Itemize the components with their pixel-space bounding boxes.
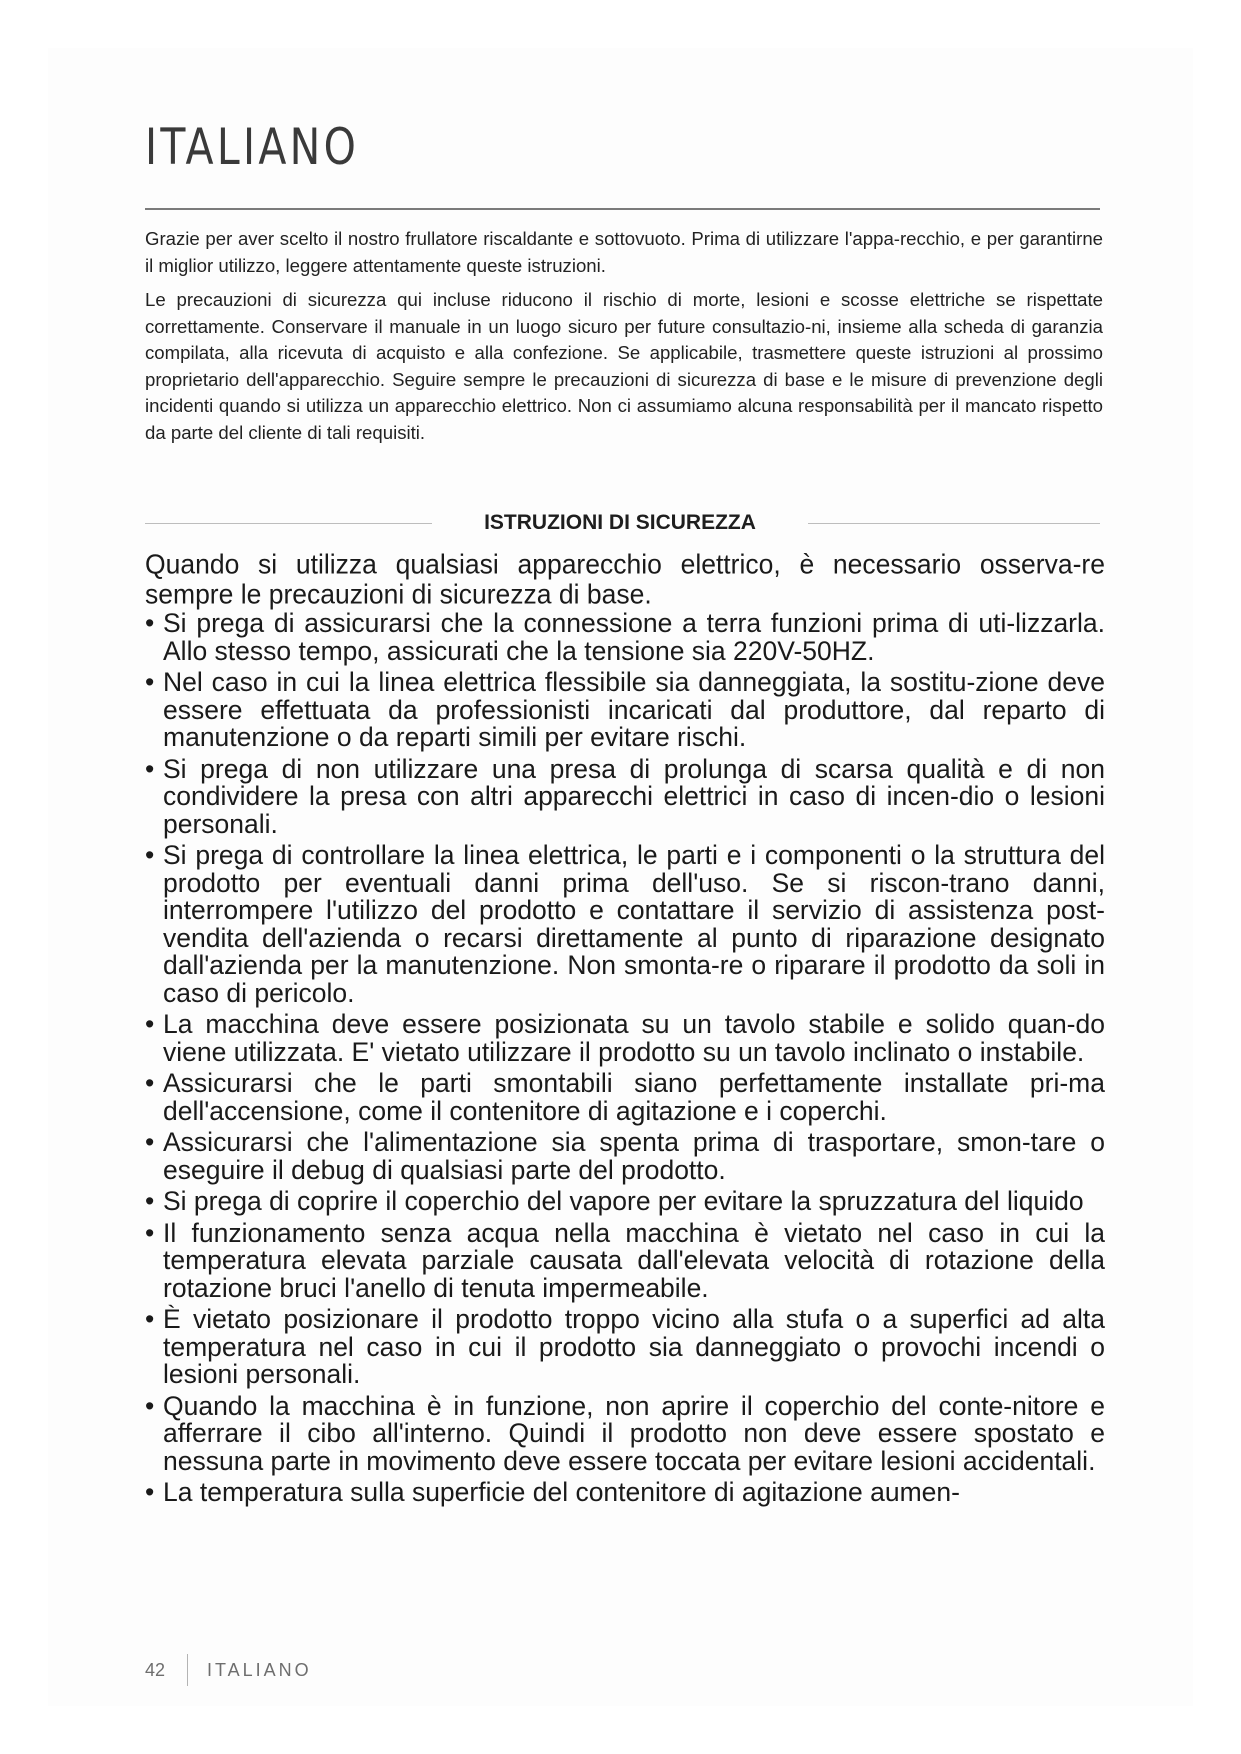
list-item-text: Si prega di controllare la linea elettrica, le parti e i componenti o la struttura del prodotto per eventuali danni prima dell'uso. Se si riscon-trano danni, interrompere l'utilizzo del prodotto e contattare il servizio di assistenza post-vendita dell'azienda o recarsi direttamente al punto di riparazione designato dall'azienda per la manutenzione. Non smonta-re o riparare il prodotto da soli in caso di pericolo.	[163, 840, 1105, 1008]
list-item-text: È vietato posizionare il prodotto troppo vicino alla stufa o a superfici ad alta temperatura nel caso in cui il prodotto sia danneggiato o provochi incendi o lesioni personali.	[163, 1304, 1105, 1389]
list-item	[145, 842, 1105, 1007]
bullet-icon: •	[145, 1186, 155, 1216]
bullet-icon: •	[145, 1304, 155, 1334]
intro-paragraph: Grazie per aver scelto il nostro frullatore riscaldante e sottovuoto. Prima di utilizzare l'appa-recchio, e per garantirne il miglior utilizzo, leggere attentamente queste istruzioni.	[145, 228, 1103, 276]
list-item	[145, 1188, 1105, 1216]
list-item-text: Si prega di assicurarsi che la connessione a terra funzioni prima di uti-lizzarla. Allo stesso tempo, assicurati che la tensione sia 220V-50HZ.	[163, 608, 1105, 666]
section-lead: Quando si utilizza qualsiasi apparecchio elettrico, è necessario osserva-re sempre le precauzioni di sicurezza di base.	[145, 548, 1105, 610]
section-heading: ISTRUZIONI DI SICUREZZA	[484, 511, 756, 534]
list-item	[145, 610, 1105, 665]
list-item-text: Si prega di coprire il coperchio del vapore per evitare la spruzzatura del liquido	[163, 1186, 1084, 1216]
list-item	[145, 1479, 1105, 1507]
intro-paragraph: Le precauzioni di sicurezza qui incluse riducono il rischio di morte, lesioni e scosse elettriche se rispettate correttamente. Conservare il manuale in un luogo sicuro per future consultazio-ni, insieme alla scheda di garanzia compilata, alla ricevuta di acquisto e alla confezione. Se applicabile, trasmettere queste istruzioni al prossimo proprietario dell'apparecchio. Seguire sempre le precauzioni di sicurezza di base e le misure di prevenzione degli incidenti quando si utilizza un apparecchio elettrico. Non ci assumiamo alcuna responsabilità per il mancato rispetto da parte del cliente di tali requisiti.	[145, 289, 1103, 443]
bullet-icon: •	[145, 1127, 155, 1157]
bullet-icon: •	[145, 1009, 155, 1039]
safety-list	[145, 610, 1105, 1507]
intro-text	[145, 226, 1103, 454]
list-item	[145, 1306, 1105, 1389]
list-item	[145, 1217, 1105, 1303]
section-header-rule-right	[808, 523, 1100, 524]
list-item-text: Quando la macchina è in funzione, non aprire il coperchio del conte-nitore e afferrare il cibo all'interno. Quindi il prodotto non deve essere spostato e nessuna parte in movimento deve essere toccata per evitare lesioni accidentali.	[163, 1390, 1105, 1476]
bullet-icon: •	[145, 608, 155, 638]
bullet-icon: •	[145, 1068, 155, 1098]
list-item	[145, 1390, 1105, 1476]
bullet-icon: •	[145, 667, 155, 697]
list-item-text: Assicurarsi che le parti smontabili siano perfettamente installate pri-ma dell'accensione, come il contenitore di agitazione e i coperchi.	[163, 1068, 1105, 1126]
page-number: 42	[145, 1660, 166, 1680]
section-header-rule-left	[145, 523, 432, 524]
list-item	[145, 753, 1105, 839]
list-item	[145, 1011, 1105, 1066]
safety-instructions	[145, 548, 1105, 1511]
list-item	[145, 1129, 1105, 1184]
footer-divider	[187, 1654, 188, 1686]
bullet-icon: •	[145, 1390, 155, 1421]
list-item-text: Il funzionamento senza acqua nella macchina è vietato nel caso in cui la temperatura elevata parziale causata dall'elevata velocità di rotazione della rotazione bruci l'anello di tenuta impermeabile.	[163, 1217, 1105, 1303]
bullet-icon: •	[145, 1477, 155, 1507]
list-item-text: Si prega di non utilizzare una presa di prolunga di scarsa qualità e di non condividere la presa con altri apparecchi elettrici in caso di incen-dio o lesioni personali.	[163, 753, 1105, 839]
footer-language-label: ITALIANO	[207, 1660, 312, 1680]
title-divider	[145, 208, 1100, 210]
list-item-text: Assicurarsi che l'alimentazione sia spenta prima di trasportare, smon-tare o eseguire il debug di qualsiasi parte del prodotto.	[163, 1127, 1105, 1185]
section-header	[145, 508, 1100, 538]
page-title: ITALIANO	[145, 118, 360, 176]
list-item-text: Nel caso in cui la linea elettrica flessibile sia danneggiata, la sostitu-zione deve essere effettuata da professionisti incaricati dal produttore, dal reparto di manutenzione o da reparti simili per evitare rischi.	[163, 667, 1105, 752]
list-item-text: La temperatura sulla superficie del contenitore di agitazione aumen-	[163, 1477, 960, 1507]
list-item	[145, 1070, 1105, 1125]
bullet-icon: •	[145, 840, 155, 870]
list-item	[145, 669, 1105, 752]
bullet-icon: •	[145, 1217, 155, 1248]
bullet-icon: •	[145, 753, 155, 784]
list-item-text: La macchina deve essere posizionata su un tavolo stabile e solido quan-do viene utilizzata. E' vietato utilizzare il prodotto su un tavolo inclinato o instabile.	[163, 1009, 1105, 1067]
